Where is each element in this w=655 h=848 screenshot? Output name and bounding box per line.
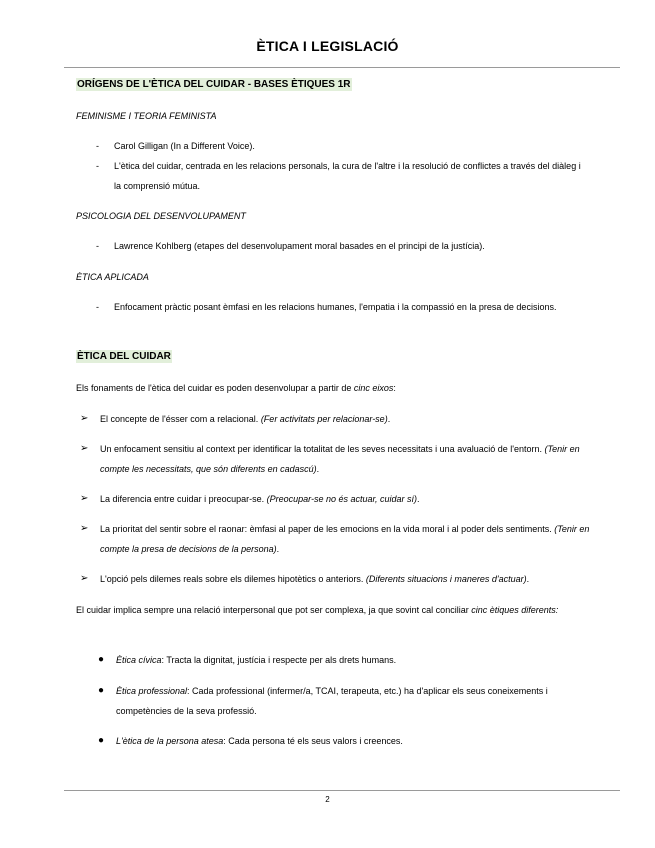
arrow-bullet-icon: ➢ [80,443,89,454]
list-item: - Carol Gilligan (In a Different Voice). [96,136,586,156]
list-item: ➢ El concepte de l'ésser com a relacional. (Fer activitats per relacionar-se). [80,409,590,429]
arrow-bullet-icon: ➢ [80,523,89,534]
bullet-dot-icon: ● [98,685,105,696]
section-heading-origins: ORÍGENS DE L'ÈTICA DEL CUIDAR - BASES ÈTIQUES 1R [77,79,351,90]
dash-marker: - [96,161,99,171]
list-item: ● Ètica cívica: Tracta la dignitat, justícia i respecte per als drets humans. [98,650,588,670]
footer-divider [64,790,620,791]
list-item: ➢ Un enfocament sensitiu al context per identificar la totalitat de les seves necessitats i una avaluació de l'entorn. (Tenir en compte les necessitats, que són diferents en cadascú). [80,439,590,479]
arrow-bullet-icon: ➢ [80,573,89,584]
list-item: ● L'ètica de la persona atesa: Cada persona té els seus valors i creences. [98,731,588,751]
dash-marker: - [96,141,99,151]
dash-marker: - [96,302,99,312]
care-paragraph: El cuidar implica sempre una relació interpersonal que pot ser complexa, ja que sovint cal conciliar cinc ètiques diferents: [76,605,559,615]
list-item: ➢ La prioritat del sentir sobre el raonar: èmfasi al paper de les emocions en la vida moral i al poder dels sentiments. (Tenir en compte la presa de decisions de la persona). [80,519,590,559]
dash-marker: - [96,241,99,251]
list-item: ● Ètica professional: Cada professional (infermer/a, TCAI, terapeuta, etc.) ha d'aplicar els seus coneixements i competències de la seva professió. [98,681,588,721]
list-item: - L'ètica del cuidar, centrada en les relacions personals, la cura de l'altre i la resolució de conflictes a través del diàleg i la comprensió mútua. [96,156,586,196]
page-number: 2 [325,795,330,804]
list-item: - Enfocament pràctic posant èmfasi en les relacions humanes, l'empatia i la compassió en la presa de decisions. [96,297,586,317]
arrow-bullet-icon: ➢ [80,413,89,424]
list-item: - Lawrence Kohlberg (etapes del desenvolupament moral basades en el principi de la justícia). [96,236,586,256]
subheading-psychology: PSICOLOGIA DEL DESENVOLUPAMENT [76,211,246,221]
bullet-dot-icon: ● [98,654,105,665]
list-item: ➢ L'opció pels dilemes reals sobre els dilemes hipotètics o anteriors. (Diferents situacions i maneres d'actuar). [80,569,590,589]
section-heading-care-ethics: ÈTICA DEL CUIDAR [77,351,171,362]
arrow-bullet-icon: ➢ [80,493,89,504]
header-divider [64,67,620,68]
list-item: ➢ La diferencia entre cuidar i preocupar-se. (Preocupar-se no és actuar, cuidar sí). [80,489,590,509]
intro-paragraph: Els fonaments de l'ètica del cuidar es poden desenvolupar a partir de cinc eixos: [76,383,396,393]
subheading-feminism: FEMINISME I TEORIA FEMINISTA [76,111,217,121]
subheading-applied-ethics: ÈTICA APLICADA [76,272,149,282]
bullet-dot-icon: ● [98,735,105,746]
page-header-title: ÈTICA I LEGISLACIÓ [256,38,399,54]
